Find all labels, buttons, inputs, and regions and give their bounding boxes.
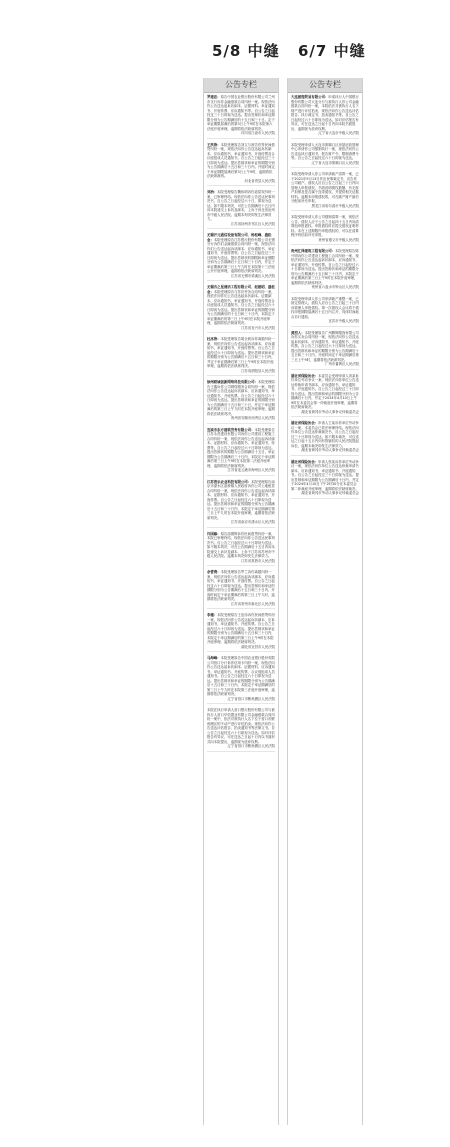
notice-signature: 黑龙江省哈尔滨市中级人民法院 (311, 203, 359, 208)
notice-signature: 贵州省安顺市西秀区人民法院 (230, 416, 275, 420)
notice-item (204, 426, 278, 473)
notice-divider (207, 703, 275, 704)
notice-item (204, 706, 278, 749)
notice-item (288, 141, 362, 166)
notice-text: 原告中国农业银行股份有限公司兰州市支行诉你金融借款合同纠纷一案，现依法向你公告送达起诉状副本、证据材料、举证通知书、开庭传票、应诉通知书等。自公告之日起经过三十日即视为送达。提出答辩状和举证期限分别为公告期满后的十五日和三十日。定于举证期限届满后的第3日上午9时在本院第六法庭开庭审理，逾期将依法缺席判决。 (207, 95, 275, 131)
notice-body (207, 143, 275, 179)
notice-addressee: 刘治： (207, 190, 218, 194)
notice-divider (291, 369, 359, 370)
notice-body (207, 532, 275, 559)
notice-text: 本院受理原告江苏银行股份有限公司无锡分行诉你们金融借款合同纠纷一案，现依法向你们公告送达起诉状副本、应诉通知书、举证通知书、开庭传票等。自公告之日起经过三十日即视为送达。提出答辩状的期限和举证期限分别为公告期满后十五日和三十日内，并定于举证期满后第三日上午九时在本院第十三法庭公开开庭审理，逾期将依法缺席判决。 (207, 237, 275, 273)
notice-signature: 辽宁省营口市鲅鱼圈区人民法院 (227, 744, 275, 748)
notice-signature: 辽宁省大连市旅顺口区人民法院 (311, 160, 359, 165)
notice-body (207, 480, 275, 521)
notice-addressee: 徐州联诚创新网络科技有限公司： (207, 380, 258, 384)
notice-text: 本院受理申请人你公司申请破产重整一案，已指定管理人。债权人应自公告之日起三十日内向管理人申报债权。第一次债权人会议将于债权申报期限届满后十五日内召开，具体时间地点另行通知。 (291, 296, 359, 319)
notice-addressee: 大连振翔贸易有限公司： (291, 95, 329, 99)
notice-text: 本院受理原告南京市溧水区晶桥镇人民政府诉你公司土地租赁合同纠纷一案，现依法向你公告送达起诉状副本、证据材料、应诉通知书、举证通知书、开庭传票。自公告之日起经过六十日即视为送达。提出答辩状和举证的期限分别为公告期满后十五日和三十日内，本院定于举证期满后第三日上午九时在本院开庭审理，逾期将依法缺席判决。 (207, 479, 275, 520)
notice-body (291, 460, 359, 492)
notice-divider (291, 244, 359, 245)
notice-signature: 辽宁省营口市鲅鱼圈区人民法院 (227, 696, 275, 701)
notice-signature: 广州市番禺区人民法院 (325, 362, 359, 366)
notice-item (204, 283, 278, 330)
notice-divider (207, 475, 275, 476)
notice-divider (291, 138, 359, 139)
notice-body (207, 656, 275, 697)
notice-item (288, 372, 362, 415)
notice-text: 原告邵德辉诉你民间借贷纠纷一案，本院已审理终结，现依法向你公告送达民事判决书。自公告之日起经过六十日即视为送达。如不服本判决，可在公告期满后十五日内向本院递交上诉状及副本，上诉于江苏省苏州市中级人民法院。逾期本判决即发生法律效力。 (207, 531, 275, 558)
notice-text: 本院受理原告魏伟明诉你追偿权纠纷一案，已审理终结。现依法向你公告送达民事判决书，自公告之日起经过六十日，即视为送达。如不服本判决，可在公告期满后十五日内向本院递交上诉状及副本，上诉于河北省沧州市中级人民法院。逾期本判决即发生法律效力。 (207, 190, 275, 221)
notice-signature: 辽宁省大连市中级人民法院 (318, 131, 359, 135)
notice-item (204, 335, 278, 373)
notice-divider (207, 280, 275, 281)
notice-text: 本院受理原告广州腾辉服饰有限公司诉你买卖合同纠纷一案，现依法向你公告送达起诉状副本、应诉通知书、举证通知书、开庭传票。自公告之日起经过六十日即视为送达。提出答辩状和举证的期限分别为公告期满后十五日和三十日内，开庭时间定于举证期满后第三日上午9时，逾期将依法缺席判决。 (291, 330, 359, 362)
notice-body (291, 172, 359, 204)
notice-column-left (203, 78, 279, 1125)
notice-text: 申请执行人中国银行股份有限公司大连分行与被执行人你公司金融借款合同纠纷一案，本院依法对被执行人名下财产进行评估拍卖，现依法向你公告送达评估报告、执行裁定书、拍卖通知书等。自公告之日起经过六十日即视为送达。如对评估报告有异议，可在送达之日起十日内向本院书面提出，逾期视为放弃权利。 (291, 95, 359, 131)
notice-signature: 宜宾市中级人民法院 (328, 319, 359, 323)
notice-text: 申请人王某诉你单位劳动争议一案，本委员会已依法审理终结。现依法向你单位公告送达仲裁裁决书，自公告之日起经过三十日即视为送达。如不服本裁决，可自送达之日起十五日内向有管辖权的人民法院提起诉讼，逾期本裁决即发生法律效力。 (291, 421, 359, 448)
notice-addressee: 余曾湾： (207, 570, 221, 574)
notice-signature: 江苏省宜兴市人民法院 (241, 325, 275, 330)
notice-body (207, 190, 275, 222)
notice-list (288, 93, 362, 499)
page-header-right: 6/7 中缝 (298, 42, 366, 60)
notice-text: 本院受理申请人你公司申请破产清算一案，已于2021年9月13日作出民事裁定书，宣告你公司破产。债权人应自公告之日起三十日内向管理人申报债权，书面说明债权数额、有无财产担保及是否属于连带债权，并提供相关证据材料。逾期未申报债权的，可在破产财产最后分配前补充申报。 (291, 172, 359, 203)
notice-body (291, 297, 359, 320)
notice-divider (291, 455, 359, 456)
notice-divider (207, 332, 275, 333)
notice-divider (207, 651, 275, 652)
notice-body (207, 428, 275, 469)
notice-body (291, 143, 359, 161)
notice-addressee: 李瑾： (207, 613, 218, 617)
notice-text: 本院受理原告中国农业银行股份有限公司营口分行诉你信用卡纠纷一案，现依法向你公告送达起诉状副本、证据材料、应诉通知书、举证通知书、开庭传票、合议庭组成人员通知书。自公告之日起经过六十日即视为送达。提出答辩状和举证的期限分别为公告期满后十五日和三十日内，本院定于举证期满后的第三日上午九时在本院第三法庭开庭审理，逾期将依法缺席判决。 (207, 656, 275, 696)
notice-body (207, 708, 275, 744)
notice-body (207, 337, 275, 369)
notice-addressee: 黄烈人： (291, 330, 305, 335)
notice-addressee: 宣威市东方建筑劳务有限公司： (207, 427, 255, 432)
notice-text: 本院受理申请人你公司强制清算一案，现依法公告，债权人应于公告之日起四十五日内向清算组申报债权。申报债权时应提交债权证明材料。未在上述期限内申报债权的，可以在清算程序终结前补充申报。 (291, 215, 359, 237)
column-banner: 公告专栏 (288, 78, 362, 93)
notice-item (288, 419, 362, 453)
notice-item (204, 568, 278, 606)
notice-body (207, 380, 275, 416)
notice-signature: 江苏省常州市新北区人民法院 (230, 601, 275, 606)
notice-text: 本委员会受理申请人刘某诉你单位劳动争议一案，现依法向你单位公告送达仲裁申请书副本、应诉通知书、举证通知书、开庭通知书。自公告之日起经过三十日即视为送达。提出答辩和举证的期限分别为公告期满后十日内，并定于2024年4月10日上午9时在本委员会第一仲裁庭开庭审理，逾期将依法缺席裁决。 (291, 373, 359, 409)
notice-divider (207, 228, 275, 229)
notice-item (288, 295, 362, 324)
notice-signature: 湖北省黄冈市劳动人事争议仲裁委员会 (301, 491, 359, 495)
notice-text: 本院受理原告陈兴明诉你公司建设工程施工合同纠纷一案，现依法向你公告送达起诉状副本、应诉通知书、举证通知书、开庭传票。自公告之日起经过六十日即视为送达。提出答辩状和举证的期限分别为公告期满后十五日和三十日内，本院定于举证期满后第三日上午9时在本院开庭审理，逾期将依法缺席判决。 (291, 249, 359, 285)
notice-divider (291, 167, 359, 168)
notice-item (288, 170, 362, 208)
notice-signature: 湖北省宜昌市人民法院 (241, 644, 275, 649)
notice-addressee: 江苏普乐农业科技有限公司： (207, 479, 252, 484)
notice-addressee: 湖北省保险协会： (291, 459, 319, 464)
notice-item (204, 478, 278, 525)
notice-signature: 江苏省泗阳县人民法院 (241, 368, 275, 373)
notice-addressee: 无锡开元通信设备有限公司、杨松峰、盛松金： (207, 233, 272, 242)
notice-list (204, 93, 278, 752)
notice-divider (207, 375, 275, 376)
notice-item (204, 231, 278, 278)
notice-addressee: 王洪涛： (207, 142, 221, 147)
notice-addressee: 马海峰： (207, 656, 221, 660)
notice-divider (207, 138, 275, 139)
notice-signature: 江苏省无锡市梁溪区人民法院 (230, 273, 275, 278)
notice-item (204, 188, 278, 226)
notice-signature: 江苏省常熟市人民法院 (241, 558, 275, 563)
notice-signature: 河北省青县人民法院 (244, 178, 275, 183)
notice-addressee: 湖北省保险协会： (291, 373, 319, 378)
notice-signature: 贵州省遵义市中级人民法院 (318, 237, 359, 242)
notice-signature: 湖北省黄冈市劳动人事争议仲裁委员会 (301, 448, 359, 452)
notice-text: 本院受理原告与你们劳务合同纠纷一案，现依法向你们公告送达起诉状副本、证据副本、应诉通知书、举证通知书、开庭传票及合议庭组成人员通知书。自公告之日起经过六十日即视为送达。提出答辩状和举证的期限分别为公告期满后的十五日和三十日内，本院定于举证期满后的第三日上午9时在本院开庭审理，逾期将依法缺席判决。 (207, 289, 275, 325)
notice-divider (291, 292, 359, 293)
notice-addressee: 贵州汇泽建筑工程有限公司： (291, 249, 336, 253)
notice-body (291, 215, 359, 238)
notice-body (207, 233, 275, 274)
notice-signature: 湖北省黄冈市劳动人事争议仲裁委员会 (301, 409, 359, 414)
notice-addressee: 湖北省保险协会： (291, 421, 319, 425)
notice-body (291, 95, 359, 131)
notice-divider (291, 498, 359, 499)
notice-item (204, 378, 278, 421)
notice-text: 本院受理原告罗兰诉你离婚纠纷一案，现依法向你公告送达起诉状副本、应诉通知书、举证通知书、开庭传票。自公告之日起经过六十日即视为送达。提出答辩状和举证的期限分别为公告期满后十五日和三十日内，开庭时间定于举证期满后的第三日上午九时，逾期将依法缺席判决。 (207, 570, 275, 601)
notice-item (204, 654, 278, 701)
notice-item (204, 93, 278, 136)
notice-signature: 四川省江油市人民法院 (241, 131, 275, 135)
notice-divider (207, 565, 275, 566)
notice-divider (207, 423, 275, 424)
notice-body (291, 249, 359, 285)
notice-addressee: 罗建忠： (207, 95, 221, 99)
notice-text: 本院受理原告江苏永昌建设有限公司诉你公司建设工程施工合同纠纷一案，现依法向你公告送达起诉状副本、证据材料、应诉通知书、举证通知书、传票等。自公告之日起经过六十日即视为送达。提出答辩状的期限为公告期满后十五日，举证期限为公告期满后三十日内，本院定于举证期满后第三日上午9时在本院第二法庭开庭审理，逾期将依法缺席判决。 (207, 427, 275, 468)
notice-signature: 江苏省南京市溧水区人民法院 (230, 520, 275, 524)
notice-body (291, 374, 359, 410)
notice-item (288, 458, 362, 496)
notice-divider (207, 608, 275, 609)
notice-addressee: 杜冰涛： (207, 337, 221, 341)
notice-body (291, 331, 359, 363)
page-header-left: 5/8 中缝 (212, 42, 280, 60)
notice-signature: 江苏省扬州市邗江区人民法院 (230, 221, 275, 226)
notice-body (291, 421, 359, 448)
notice-divider (207, 185, 275, 186)
notice-text: 本院受理原告刘文与被告你等民间借贷纠纷一案，现依法向你公告送达起诉状副本、应诉通知书、举证通知书、开庭传票及合议庭组成人员通知书。自公告之日起经过三十日即视为送达。提出答辩状和举证的期限分别为公告期满后十五日和三十日内。开庭时间定于举证期限届满后第3日上午9时，逾期将依法缺席裁判。 (207, 142, 275, 178)
notice-item (204, 611, 278, 649)
notice-text: 本院受理原告胡全莉诉你离婚纠纷一案，现依法向你公告送达起诉状副本、应诉通知书、举证通知书、开庭传票等。自公告之日起经过六十日即视为送达。提出答辩状和举证的期限分别为公告期满后十五日和三十日内，并定于举证期满后第三日上午9时在本院开庭审理，逾期将依法缺席判决。 (207, 337, 275, 368)
notice-divider (291, 416, 359, 417)
notice-body (207, 570, 275, 602)
notice-text: 本院受理原告王忠伟诉你民间借贷纠纷一案，现依法向你公告送达起诉状副本、应诉通知书、举证通知书、开庭传票。自公告之日起经过六十日即视为送达。提出答辩状和举证的期限分别为公告期满后十五日和三十日内，本院定于举证期满后的第三日上午9时在本院开庭审理，逾期将依法缺席判决。 (207, 613, 275, 644)
notice-column-right (287, 78, 363, 1125)
notice-item (204, 530, 278, 564)
notice-addressee: 无锡吉之星清洁工程有限公司、赵建明、盛松金： (207, 285, 275, 294)
notice-signature: 贵州省六盘水市钟山区人民法院 (311, 285, 359, 289)
notice-body (207, 95, 275, 131)
notice-signature: 江苏省连云港市海州区人民法院 (227, 468, 275, 472)
notice-divider (291, 210, 359, 211)
notice-body (207, 285, 275, 326)
notice-text: 本院受理原告王鑫诉你公司网络服务合同纠纷一案，现依法向你公告送达起诉状副本、应诉通知书、举证通知书、开庭传票。自公告之日起经过六十日即视为送达。提出答辩状和举证的期限分别为公告期满后十五日和三十日，并定于举证期满后的第三日上午九时在本院开庭审理，逾期将依法缺席判决。 (207, 380, 275, 416)
notice-item (288, 329, 362, 367)
notice-text: 申请人张某诉你单位劳动争议一案，现依法向你单位公告送达仲裁申请书副本、应诉通知书、举证通知书、开庭通知书。自公告之日起经过三十日即视为送达。提出答辩和举证期限为公告期满后十日内，并定于2024年4月10日下午2时30分在本委员会第二仲裁庭开庭审理，逾期将依法缺席裁决。 (291, 459, 359, 491)
notice-item (204, 141, 278, 184)
notice-text: 本院受理申请人大连市旅顺口区房屋征收管理中心申请你公司强制执行一案，现依法向你公告送达执行通知书、报告财产令、限制消费令等。自公告之日起经过六十日即视为送达。 (291, 142, 359, 160)
notice-item (288, 93, 362, 136)
notice-divider (207, 527, 275, 528)
column-banner: 公告专栏 (204, 78, 278, 93)
notice-item (288, 247, 362, 290)
notice-body (207, 613, 275, 645)
notice-divider (291, 326, 359, 327)
notice-divider (207, 751, 275, 752)
notice-text: 本院在执行申请人营口银行股份有限公司与被执行人营口华信置业有限公司金融借款合同纠纷一案中，依法对被执行人名下位于营口市鲅鱼圈区的不动产进行评估拍卖。现依法向你公告送达评估报告、拍卖通知书等法律文书。自公告之日起经过六十日即视为送达。如对评估报告有异议，可在送达之日起十日内以书面形式向本院提出，逾期视为放弃权利。 (207, 708, 275, 744)
notice-addressee: 许国雄： (207, 531, 221, 536)
notice-item (288, 213, 362, 242)
